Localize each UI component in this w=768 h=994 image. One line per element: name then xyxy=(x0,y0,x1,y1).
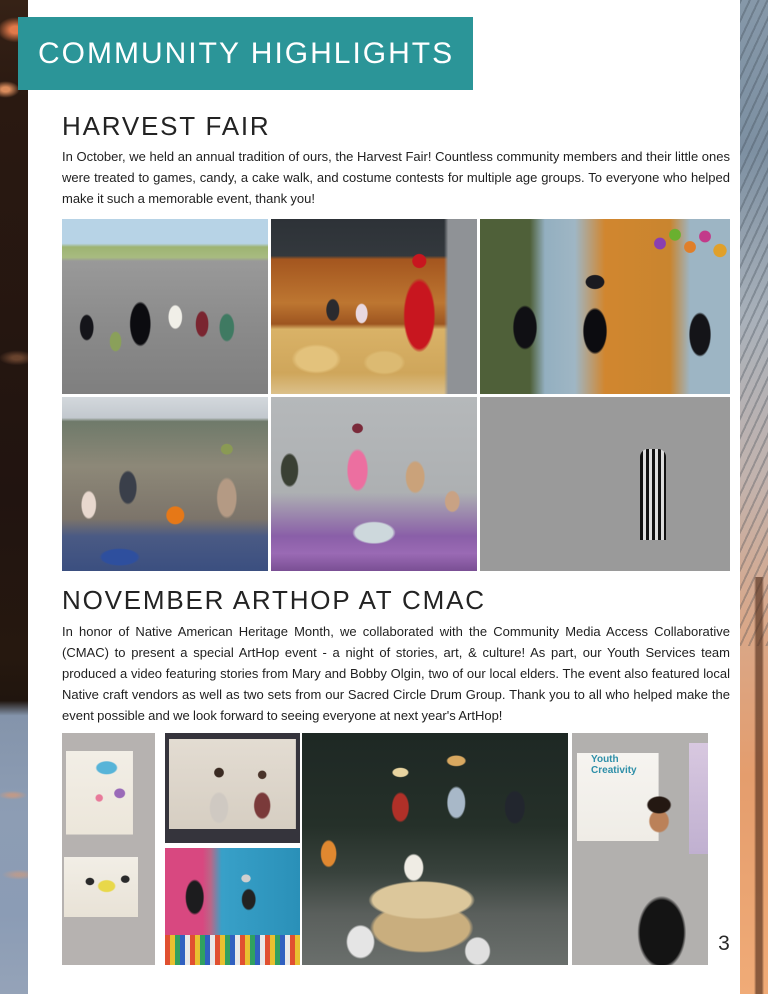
section-body-harvest-fair: In October, we held an annual tradition of ours, the Harvest Fair! Countless community members and their little ones were treated to games, candy, a cake walk, and costume contests for multiple age groups. To everyone who helped make it such a memorable event, thank you! xyxy=(62,149,730,206)
photo-hay-bale-photos xyxy=(271,219,477,394)
page-banner xyxy=(18,17,473,90)
photo-witch-volunteers xyxy=(480,219,730,394)
photo-craft-table xyxy=(62,397,268,571)
page-number: 3 xyxy=(718,932,730,955)
photo-video-presentation xyxy=(165,733,300,843)
arthop-photo-collage xyxy=(62,733,708,965)
photo-gallery-artwork xyxy=(62,733,155,965)
photo-drum-circle xyxy=(302,733,568,965)
section-heading-harvest-fair: HARVEST FAIR xyxy=(62,111,271,141)
photo-vendor-table xyxy=(165,848,300,965)
section-heading-november-arthop: NOVEMBER ARTHOP AT CMAC xyxy=(62,585,486,615)
photo-fair-street-crowd xyxy=(62,219,268,394)
photo-animal-table xyxy=(271,397,477,571)
youth-creativity-sign: Youth Creativity xyxy=(591,753,637,776)
harvest-fair-photo-collage xyxy=(62,219,730,571)
photo-costume-group xyxy=(480,397,730,571)
photo-youth-creativity-boy xyxy=(572,733,708,965)
background-trees-right xyxy=(740,0,768,994)
background-trees-left xyxy=(0,0,28,994)
section-body-november-arthop: In honor of Native American Heritage Month, we collaborated with the Community Media Access Collaborative (CMAC) to present a special ArtHop event - a night of stories, art, & culture! As part, our Youth Services team produced a video featuring stories from Mary and Bobby Olgin, two of our local elders. The event also featured local Native craft vendors as well as two sets from our Sacred Circle Drum Group. Thank you to all who helped make the event possible and we look forward to seeing everyone at next year's ArtHop! xyxy=(62,624,730,723)
page-banner-title: COMMUNITY HIGHLIGHTS xyxy=(38,36,455,70)
